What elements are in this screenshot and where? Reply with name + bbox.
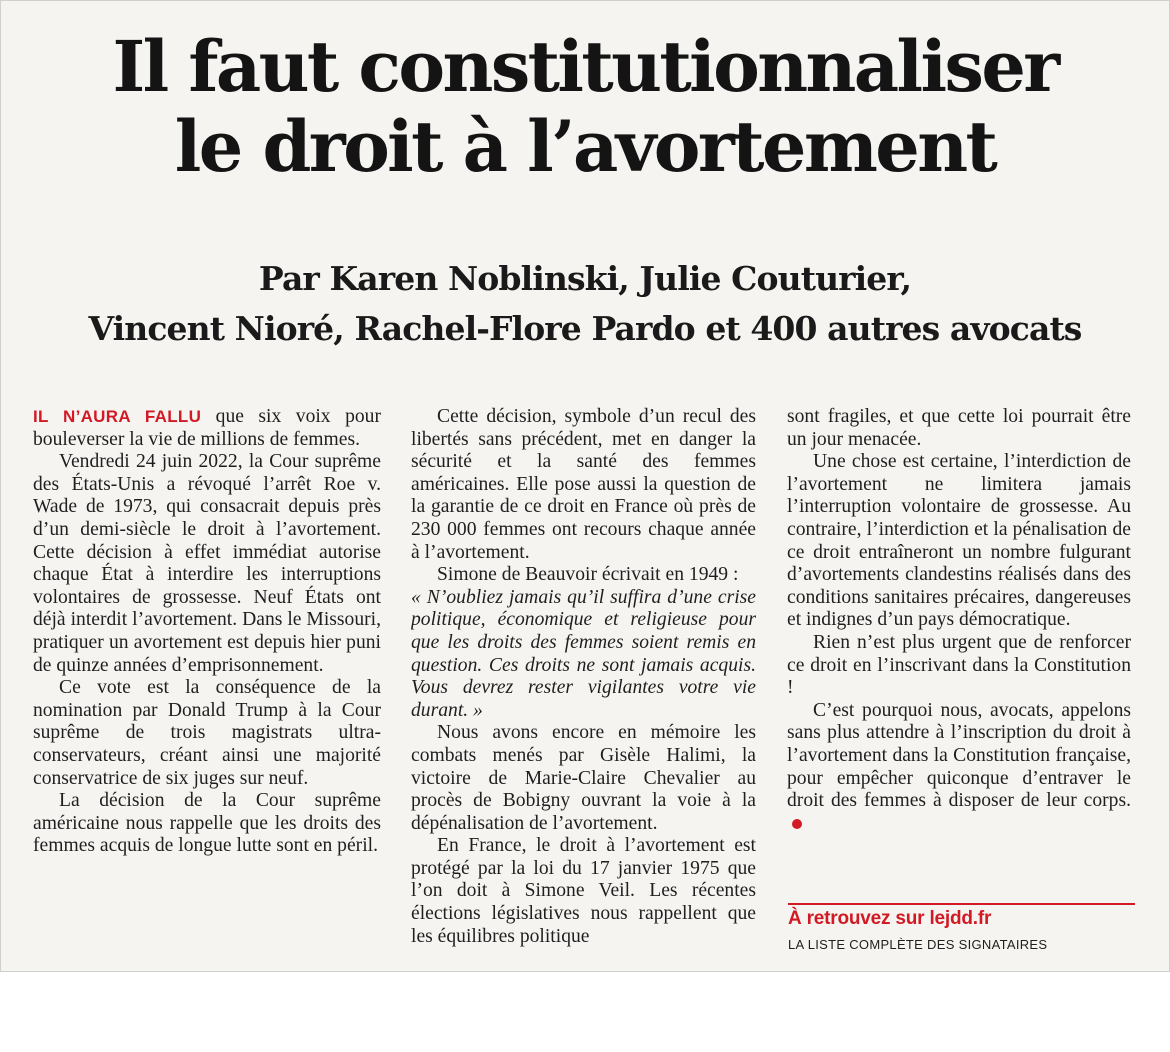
end-mark-icon (792, 819, 802, 829)
quote-text: « N’oubliez jamais qu’il suffira d’une crise politique, économique et religieuse pour que les droits des femmes soient remis en question. Ces droits ne sont jamais acquis. Vous devrez rester vigilantes votre vie durant. » (411, 586, 756, 721)
paragraph: Une chose est certaine, l’interdiction de l’avortement ne limitera jamais l’interruption volontaire de grossesse. Au contraire, l’interdiction et la pénalisation de ce droit entraîneront un nombre fulgurant d’avortements clandestins réalisés dans des conditions sanitaires précaires, dangereuses et indignes d’un pays démocratique. (787, 451, 1131, 631)
quote (411, 587, 756, 723)
paragraph: Nous avons encore en mémoire les combats menés par Gisèle Halimi, la victoire de Marie-Claire Chevalier au procès de Bobigny ouvrant la voie à la dépénalisation de l’avortement. (411, 722, 756, 834)
paragraph: Simone de Beauvoir écrivait en 1949 : (437, 564, 739, 586)
headline-line-2: le droit à l’avortement (174, 105, 996, 188)
promo-link[interactable]: À retrouvez sur lejdd.fr (788, 908, 992, 929)
article-column-1 (33, 406, 381, 966)
lead-in: IL N’AURA FALLU (33, 407, 202, 426)
article-column-2 (411, 406, 756, 966)
headline-line-1: Il faut constitutionnaliser (112, 25, 1058, 108)
paragraph: La décision de la Cour suprême américaine nous rappelle que les droits des femmes acquis de longue lutte sont en péril. (33, 790, 381, 857)
byline (1, 254, 1169, 354)
paragraph: Rien n’est plus urgent que de renforcer ce droit en l’inscrivant dans la Constitution ! (787, 631, 1131, 699)
paragraph: sont fragiles, et que cette loi pourrait être un jour menacée. (787, 406, 1131, 450)
byline-line-2: Vincent Nioré, Rachel-Flore Pardo et 400 autres avocats (88, 309, 1082, 348)
paragraph (787, 700, 1131, 836)
paragraph (33, 406, 381, 451)
promo-subtitle: LA LISTE COMPLÈTE DES SIGNATAIRES (788, 937, 1048, 952)
paragraph-text: que six voix pour bouleverser la vie de millions de femmes. (33, 406, 381, 450)
byline-line-1: Par Karen Noblinski, Julie Couturier, (258, 259, 912, 298)
paragraph: En France, le droit à l’avortement est protégé par la loi du 17 janvier 1975 que l’on doit à Simone Veil. Les récentes élections législatives nous rappellent que les équilibres politique (411, 835, 756, 947)
paragraph: Ce vote est la conséquence de la nomination par Donald Trump à la Cour suprême de trois magistrats ultra-conservateurs, créant ainsi une majorité conservatrice de six juges sur neuf. (33, 677, 381, 789)
paragraph-text: C’est pourquoi nous, avocats, appelons sans plus attendre à l’inscription du droit à l’avortement dans la Constitution française, pour empêcher quiconque d’entraver le droit des femmes à disposer de leur corps. (787, 699, 1131, 812)
article-column-3 (787, 406, 1131, 966)
headline (1, 27, 1169, 187)
paragraph: Vendredi 24 juin 2022, la Cour suprême des États-Unis a révoqué l’arrêt Roe v. Wade de 1973, qui consacrait depuis près d’un demi-siècle le droit à l’avortement. Cette décision à effet immédiat autorise chaque État à interdire les interruptions volontaires de grossesse. Neuf États ont déjà interdit l’avortement. Dans le Missouri, pratiquer un avortement est depuis hier puni de quinze années d’emprisonnement. (33, 451, 381, 676)
promo-divider (788, 903, 1135, 905)
paragraph: Cette décision, symbole d’un recul des libertés sans précédent, met en danger la sécurité et la santé des femmes américaines. Elle pose aussi la question de la garantie de ce droit en France où près de 230 000 femmes ont recours chaque année à l’avortement. (411, 406, 756, 563)
